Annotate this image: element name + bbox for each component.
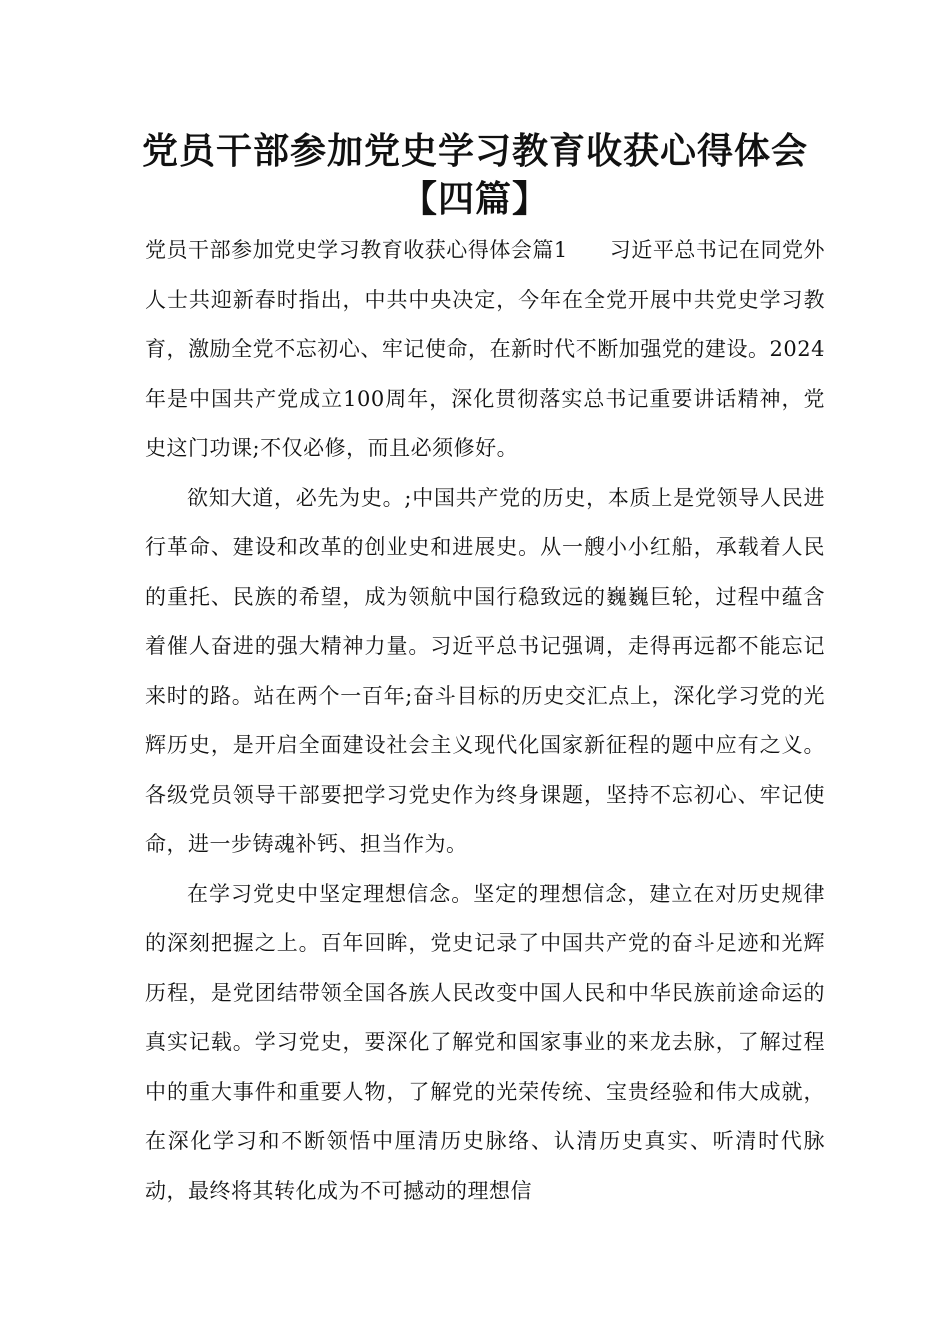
document-title: 党员干部参加党史学习教育收获心得体会【四篇】 — [141, 131, 808, 220]
paragraph-1 — [145, 226, 825, 474]
document-body — [145, 226, 825, 1216]
section-heading: 党员干部参加党史学习教育收获心得体会篇1 — [145, 238, 568, 262]
paragraph-2: 欲知大道，必先为史。;中国共产党的历史，本质上是党领导人民进行革命、建设和改革的创业史和进展史。从一艘小小红船，承载着人民的重托、民族的希望，成为领航中国行稳致远的巍巍巨轮，过程中蕴含着催人奋进的强大精神力量。习近平总书记强调，走得再远都不能忘记来时的路。站在两个一百年;奋斗目标的历史交汇点上，深化学习党的光辉历史，是开启全面建设社会主义现代化国家新征程的题中应有之义。各级党员领导干部要把学习党史作为终身课题，坚持不忘初心、牢记使命，进一步铸魂补钙、担当作为。 — [145, 485, 825, 856]
paragraph-1-text: 习近平总书记在同党外人士共迎新春时指出，中共中央决定，今年在全党开展中共党史学习教育，激励全党不忘初心、牢记使命，在新时代不断加强党的建设。2024年是中国共产党成立100周年，深化贯彻落实总书记重要讲话精神，党史这门功课;不仅必修，而且必须修好。 — [145, 238, 826, 460]
paragraph-3: 在学习党史中坚定理想信念。坚定的理想信念，建立在对历史规律的深刻把握之上。百年回眸，党史记录了中国共产党的奋斗足迹和光辉历程，是党团结带领全国各族人民改变中国人民和中华民族前途命运的真实记载。学习党史，要深化了解党和国家事业的来龙去脉，了解过程中的重大事件和重要人物，了解党的光荣传统、宝贵经验和伟大成就，在深化学习和不断领悟中厘清历史脉络、认清历史真实、听清时代脉动，最终将其转化成为不可撼动的理想信 — [145, 881, 825, 1203]
